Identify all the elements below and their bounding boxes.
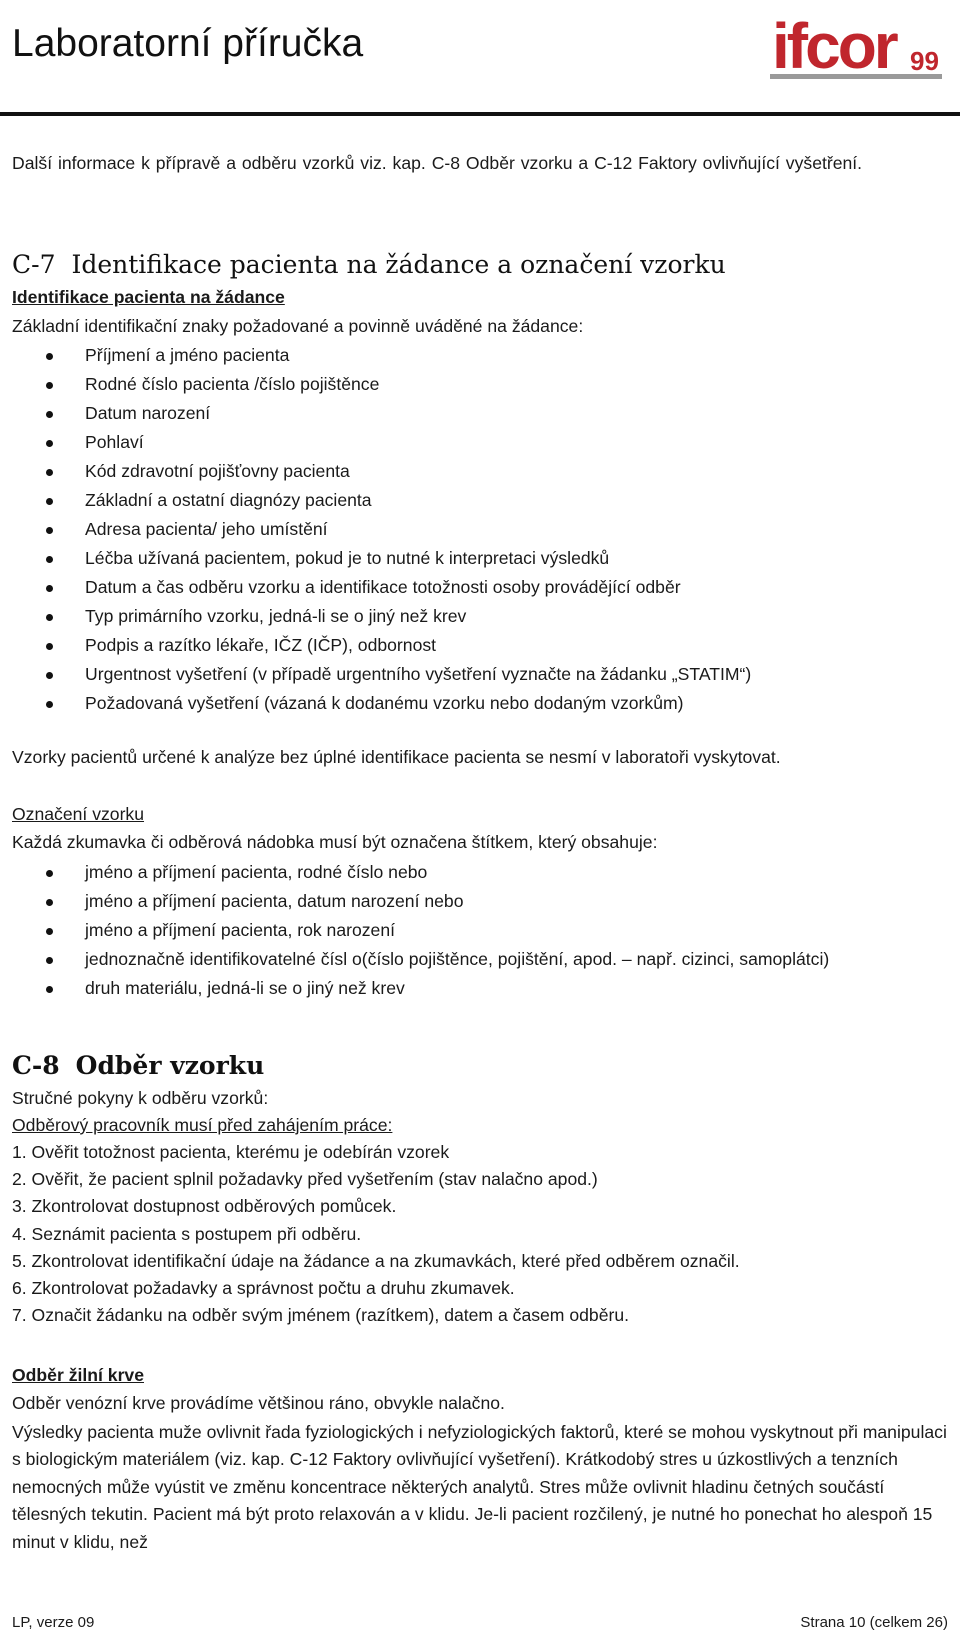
logo-text: ifcor	[772, 10, 896, 82]
list-item	[0, 399, 940, 428]
logo-sub: 99	[910, 46, 939, 76]
list-item	[0, 573, 940, 602]
list-item-text: Léčba užívaná pacientem, pokud je to nutné k interpretaci výsledků	[85, 548, 610, 568]
bullet-icon	[46, 928, 53, 935]
step-item: 3. Zkontrolovat dostupnost odběrových pomůcek.	[12, 1196, 397, 1217]
bullet-icon	[46, 870, 53, 877]
list-item-text: Adresa pacienta/ jeho umístění	[85, 519, 328, 539]
step-item: 1. Ověřit totožnost pacienta, kterému je odebírán vzorek	[12, 1142, 450, 1162]
section-heading-c8	[12, 1051, 264, 1080]
list-item-text: Pohlaví	[85, 432, 144, 452]
list-item-text: Datum a čas odběru vzorku a identifikace totožnosti osoby provádějící odběr	[85, 577, 681, 597]
bullet-icon	[46, 957, 53, 964]
list-item	[0, 660, 940, 689]
list-item-text: jméno a příjmení pacienta, datum narození nebo	[85, 891, 464, 911]
list-item-text: Příjmení a jméno pacienta	[85, 345, 290, 365]
list-item-text: Urgentnost vyšetření (v případě urgentního vyšetření vyznačte na žádanku „STATIM“)	[85, 664, 752, 684]
header-divider	[0, 112, 960, 116]
section-number: C-7	[12, 250, 56, 279]
list-item	[0, 486, 940, 515]
list-item	[0, 370, 940, 399]
list-item	[0, 602, 940, 631]
identification-warning: Vzorky pacientů určené k analýze bez úplné identifikace pacienta se nesmí v laboratoři vyskytovat.	[12, 747, 781, 767]
list-item-text: Podpis a razítko lékaře, IČZ (IČP), odbornost	[85, 635, 437, 655]
list-item	[0, 341, 940, 370]
list-item	[0, 945, 940, 974]
list-item	[0, 887, 940, 916]
list-item-text: Požadovaná vyšetření (vázaná k dodanému vzorku nebo dodaným vzorkům)	[85, 693, 684, 713]
list-item-text: Datum narození	[85, 403, 211, 423]
section-title: Odběr vzorku	[75, 1051, 265, 1080]
list-item-text: Typ primárního vzorku, jedná-li se o jiný než krev	[85, 606, 467, 626]
list-item-text: jméno a příjmení pacienta, rok narození	[85, 920, 396, 940]
subheading-venous-blood: Odběr žilní krve	[12, 1365, 144, 1385]
footer-version: LP, verze 09	[12, 1614, 95, 1631]
section-heading-c7	[12, 250, 726, 279]
list-item-text: Rodné číslo pacienta /číslo pojištěnce	[85, 374, 380, 394]
step-item: 2. Ověřit, že pacient splnil požadavky před vyšetřením (stav nalačno apod.)	[12, 1169, 598, 1190]
list-item	[0, 974, 940, 1003]
list-item	[0, 457, 940, 486]
bullet-icon	[46, 527, 53, 534]
bullet-icon	[46, 643, 53, 650]
ifcor-logo	[770, 4, 950, 88]
subheading-labeling: Označení vzorku	[12, 804, 145, 824]
identification-list	[0, 341, 940, 718]
identification-lead: Základní identifikační znaky požadované a povinně uváděné na žádance:	[12, 316, 584, 336]
document-title: Laboratorní příručka	[12, 22, 364, 65]
sampling-subheading: Odběrový pracovník musí před zahájením práce:	[12, 1115, 393, 1135]
list-item	[0, 689, 940, 718]
bullet-icon	[46, 353, 53, 360]
sampling-steps	[12, 1139, 740, 1329]
step-item: 5. Zkontrolovat identifikační údaje na žádance a na zkumavkách, které před odběrem označil.	[12, 1250, 740, 1271]
list-item	[0, 515, 940, 544]
section-title: Identifikace pacienta na žádance a označení vzorku	[71, 250, 726, 279]
section-number: C-8	[12, 1051, 60, 1080]
bullet-icon	[46, 411, 53, 418]
labeling-lead: Každá zkumavka či odběrová nádobka musí být označena štítkem, který obsahuje:	[12, 832, 658, 852]
list-item-text: Základní a ostatní diagnózy pacienta	[85, 490, 372, 510]
bullet-icon	[46, 614, 53, 621]
venous-paragraph-2: Výsledky pacienta muže ovlivnit řada fyziologických i nefyziologických faktorů, které se mohou vyskytnout při manipulaci s biologickým materiálem (viz. kap. C-12 Faktory ovlivňující vyšetření). Krátkodobý stres u úzkostlivých a tenzních nemocných může vyústit ve změnu koncentrace některých analytů. Stres může ovlivnit hladinu četných součástí tělesných tekutin. Pacient má být proto relaxován a v klidu. Je-li pacient rozčilený, je nutné ho ponechat ho alespoň 15 minut v klidu, než	[12, 1422, 947, 1552]
list-item	[0, 631, 940, 660]
labeling-list	[0, 858, 940, 1003]
list-item	[0, 858, 940, 887]
step-item: 6. Zkontrolovat požadavky a správnost počtu a druhu zkumavek.	[12, 1278, 515, 1299]
subheading-identification: Identifikace pacienta na žádance	[12, 287, 285, 307]
bullet-icon	[46, 498, 53, 505]
bullet-icon	[46, 672, 53, 679]
list-item	[0, 544, 940, 573]
list-item-text: druh materiálu, jedná-li se o jiný než krev	[85, 978, 405, 998]
list-item	[0, 916, 940, 945]
sampling-lead: Stručné pokyny k odběru vzorků:	[12, 1088, 269, 1108]
step-item: 4. Seznámit pacienta s postupem při odběru.	[12, 1223, 362, 1244]
bullet-icon	[46, 899, 53, 906]
bullet-icon	[46, 382, 53, 389]
bullet-icon	[46, 556, 53, 563]
footer-page-number: Strana 10 (celkem 26)	[800, 1614, 948, 1631]
intro-paragraph: Další informace k přípravě a odběru vzorků viz. kap. C-8 Odběr vzorku a C-12 Faktory ovlivňující vyšetření.	[12, 153, 863, 173]
step-item: 7. Označit žádanku na odběr svým jménem (razítkem), datem a časem odběru.	[12, 1305, 630, 1326]
bullet-icon	[46, 986, 53, 993]
venous-paragraph-1: Odběr venózní krve provádíme většinou ráno, obvykle nalačno.	[12, 1393, 505, 1413]
list-item-text: jméno a příjmení pacienta, rodné číslo nebo	[85, 862, 428, 882]
list-item-text: jednoznačně identifikovatelné čísl o(číslo pojištěnce, pojištění, apod. – např. cizinci, samoplátci)	[85, 949, 830, 969]
bullet-icon	[46, 701, 53, 708]
list-item-text: Kód zdravotní pojišťovny pacienta	[85, 461, 350, 481]
bullet-icon	[46, 469, 53, 476]
bullet-icon	[46, 440, 53, 447]
list-item	[0, 428, 940, 457]
bullet-icon	[46, 585, 53, 592]
